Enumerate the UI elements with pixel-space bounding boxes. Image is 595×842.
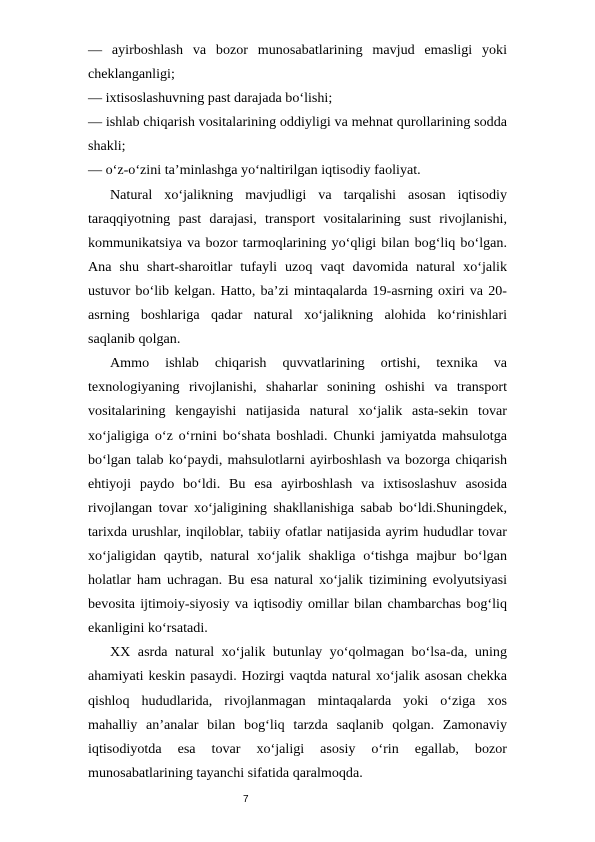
body-paragraph: XX asrda natural xo‘jalik butunlay yo‘qolmagan bo‘lsa-da, uning ahamiyati keskin pasaydi. Hozirgi vaqtda natural xo‘jalik asosan chekka qishloq hududlarida, rivojlanmagan mintaqalarda yoki o‘ziga xos mahalliy an’analar bilan bog‘liq tarzda saqlanib qolgan. Zamonaviy iqtisodiyotda esa tovar xo‘jaligi asosiy o‘rin egallab, bozor munosabatlarining tayanchi sifatida qaralmoqda. [88,644,507,781]
document-page [88,38,507,785]
body-paragraph: Ammo ishlab chiqarish quvvatlarining ortishi, texnika va texnologiyaning rivojlanishi, shaharlar sonining oshishi va transport vositalarining kengayishi natijasida natural xo‘jalik asta-sekin tovar xo‘jaligiga o‘z o‘rnini bo‘shata boshladi. Chunki jamiyatda mahsulotga bo‘lgan talab ko‘paydi, mahsulotlarni ayirboshlash va bozorga chiqarish ehtiyoji paydo bo‘ldi. Bu esa ayirboshlash va ixtisoslashuv asosida rivojlangan tovar xo‘jaligining shakllanishiga sabab bo‘ldi.Shuningdek, tarixda urushlar, inqiloblar, tabiiy ofatlar natijasida ayrim hududlar tovar xo‘jaligidan qaytib, natural xo‘jalik shakliga o‘tishga majbur bo‘lgan holatlar ham uchragan. Bu esa natural xo‘jalik tizimining evolyutsiyasi bevosita ijtimoiy-siyosiy va iqtisodiy omillar bilan chambarchas bog‘liq ekanligini ko‘rsatadi. [88,355,507,637]
list-item: — ayirboshlash va bozor munosabatlarining mavjud emasligi yoki cheklanganligi; [88,42,507,83]
list-item: — ixtisoslashuvning past darajada bo‘lishi; [88,90,333,107]
list-item: — ishlab chiqarish vositalarining oddiyligi va mehnat qurollarining sodda shakli; [88,114,507,155]
page-number: 7 [243,794,249,805]
list-item: — o‘z-o‘zini ta’minlashga yo‘naltirilgan iqtisodiy faoliyat. [88,162,421,179]
body-paragraph: Natural xo‘jalikning mavjudligi va tarqalishi asosan iqtisodiy taraqqiyotning past darajasi, transport vositalarining sust rivojlanishi, kommunikatsiya va bozor tarmoqlarining yo‘qligi bilan bog‘liq bo‘lgan. Ana shu shart-sharoitlar tufayli uzoq vaqt davomida natural xo‘jalik ustuvor bo‘lib kelgan. Hatto, ba’zi mintaqalarda 19-asrning oxiri va 20-asrning boshlariga qadar natural xo‘jalikning alohida ko‘rinishlari saqlanib qolgan. [88,186,507,348]
